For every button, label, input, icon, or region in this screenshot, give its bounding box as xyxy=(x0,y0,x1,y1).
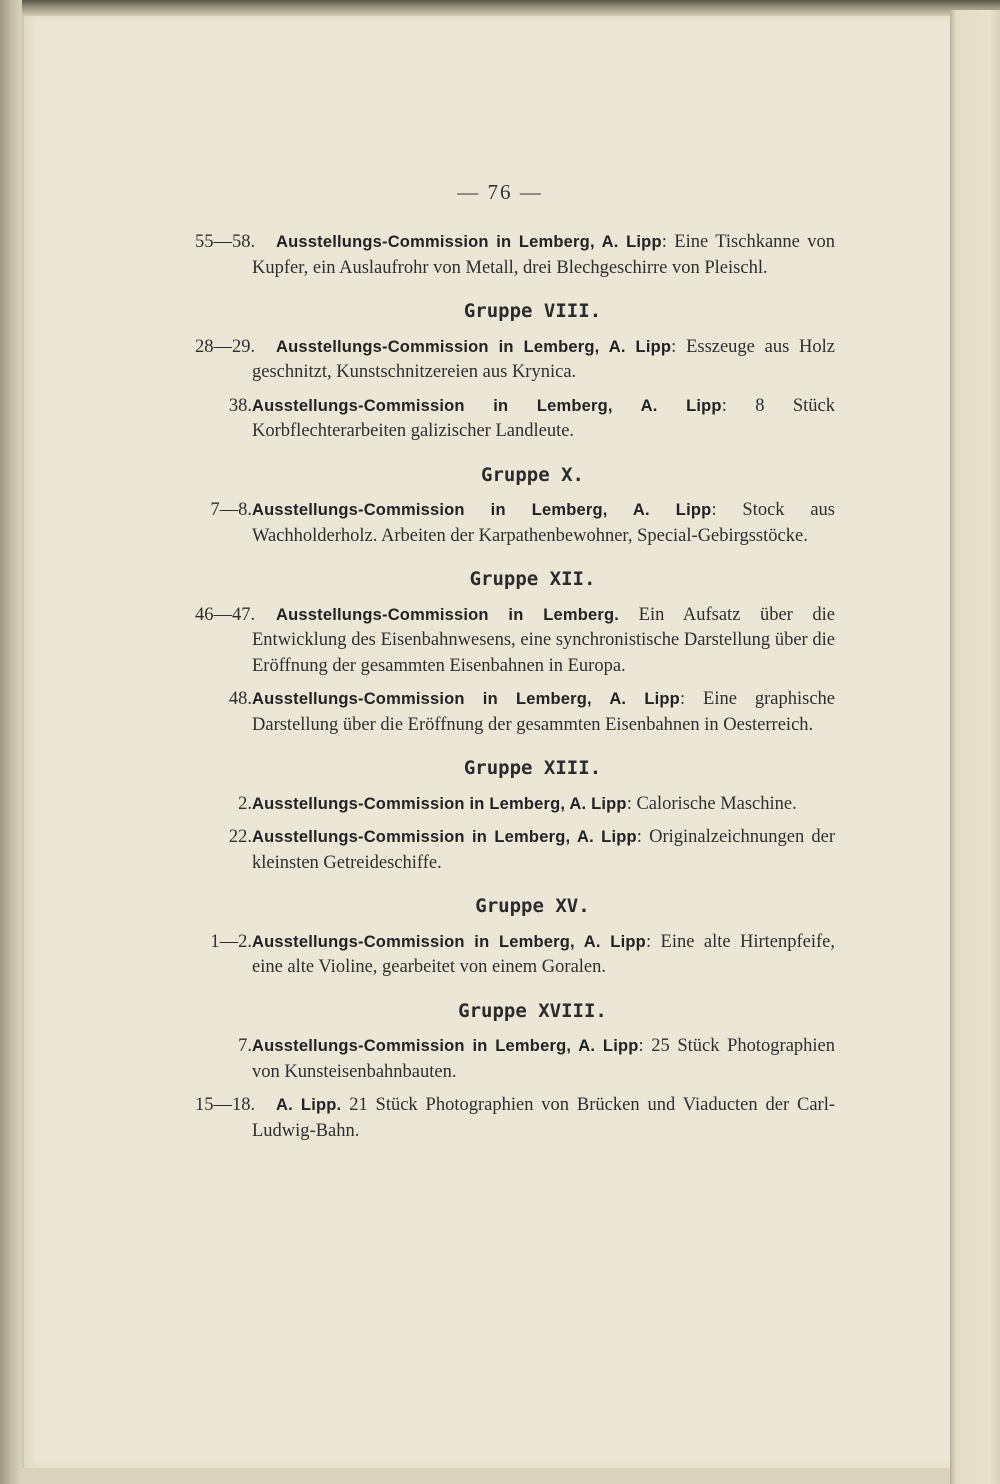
exhibitor-name: Ausstellungs-Commission in Lemberg. xyxy=(276,605,620,624)
entry-body xyxy=(252,1034,835,1085)
separator: : xyxy=(638,1036,644,1056)
entry-number: 1—2. xyxy=(210,931,252,952)
exhibit-description: Eine graphische Darstellung über die Eröffnung der gesammten Eisenbahnen in Oesterreich. xyxy=(252,689,835,735)
group-heading: Gruppe VIII. xyxy=(463,300,602,322)
exhibitor-name: Ausstellungs-Commission in Lemberg, A. Lipp xyxy=(276,233,662,251)
catalogue-entry xyxy=(195,825,835,876)
separator: : xyxy=(626,793,632,814)
exhibit-description: 25 Stück Photographien von Kunsteisenbahnbauten. xyxy=(252,1036,836,1082)
catalogue-body xyxy=(195,230,835,1152)
exhibit-description: Originalzeichnungen der kleinsten Getreideschiffe. xyxy=(252,827,836,873)
catalogue-entry xyxy=(195,603,835,680)
exhibit-description: 21 Stück Photographien von Brücken und Viaducten der Carl-Ludwig-Bahn. xyxy=(252,1095,835,1141)
entry-number: 22. xyxy=(228,827,252,847)
group-heading: Gruppe XIII. xyxy=(463,757,602,779)
separator: : xyxy=(711,500,717,520)
exhibit-description: Eine alte Hirtenpfeife, eine alte Violine, gearbeitet von einem Goralen. xyxy=(252,931,836,977)
catalogue-entry xyxy=(195,792,835,818)
exhibitor-name: Ausstellungs-Commission in Lemberg, A. Lipp xyxy=(252,1037,639,1055)
exhibit-description: Eine Tischkanne von Kupfer, ein Auslaufrohr von Metall, drei Blechgeschirre von Pleischl. xyxy=(252,232,835,278)
catalogue-entry xyxy=(195,930,835,981)
separator: : xyxy=(645,931,652,952)
top-edge xyxy=(0,0,1000,16)
exhibit-description: Calorische Maschine. xyxy=(636,793,797,814)
entry-number: 7—8. xyxy=(210,500,252,520)
catalogue-entry xyxy=(195,335,835,386)
group-heading: Gruppe XV. xyxy=(475,895,590,917)
entry-body xyxy=(252,930,835,981)
group-heading: Gruppe XII. xyxy=(469,568,596,590)
facing-page-edge xyxy=(950,10,1000,1484)
entry-body xyxy=(252,230,835,281)
entry-body xyxy=(252,1093,835,1144)
entry-body xyxy=(252,792,835,818)
entry-body xyxy=(252,825,835,876)
page-number: — 76 — xyxy=(457,180,543,204)
entry-number: 7. xyxy=(238,1036,252,1056)
entry-body xyxy=(252,394,835,445)
exhibitor-name: Ausstellungs-Commission in Lemberg, A. Lipp xyxy=(252,932,646,951)
exhibit-description: Ein Aufsatz über die Entwicklung des Eisenbahnwesens, eine synchronistische Darstellung über die Eröffnung der gesammten Eisenbahnen in Europa. xyxy=(252,604,835,676)
exhibit-description: Esszeuge aus Holz geschnitzt, Kunstschnitzereien aus Krynica. xyxy=(252,336,836,382)
entry-number: 15—18. xyxy=(195,1095,256,1115)
separator: : xyxy=(721,395,727,416)
exhibitor-name: Ausstellungs-Commission in Lemberg, A. Lipp xyxy=(252,828,637,846)
entry-number: 38. xyxy=(228,395,252,416)
catalogue-entry xyxy=(195,1034,835,1085)
entry-body xyxy=(252,603,835,680)
exhibitor-name: Ausstellungs-Commission in Lemberg, A. Lipp xyxy=(252,794,627,813)
entry-number: 48. xyxy=(228,689,252,709)
entry-number: 2. xyxy=(238,793,252,814)
entry-body xyxy=(252,687,835,738)
exhibitor-name: A. Lipp. xyxy=(276,1096,342,1114)
exhibitor-name: Ausstellungs-Commission in Lemberg, A. Lipp xyxy=(252,690,680,708)
separator: : xyxy=(636,827,642,847)
entry-number: 46—47. xyxy=(195,604,256,625)
exhibitor-name: Ausstellungs-Commission in Lemberg, A. Lipp xyxy=(252,396,722,415)
entry-body xyxy=(252,335,835,386)
entry-body xyxy=(252,498,835,549)
separator: : xyxy=(671,336,677,357)
group-heading: Gruppe XVIII. xyxy=(458,999,607,1022)
exhibitor-name: Ausstellungs-Commission in Lemberg, A. Lipp xyxy=(252,501,712,519)
catalogue-entry xyxy=(195,230,835,281)
exhibitor-name: Ausstellungs-Commission in Lemberg, A. Lipp xyxy=(276,337,672,356)
separator: : xyxy=(679,689,686,709)
exhibit-description: Stock aus Wachholderholz. Arbeiten der Karpathenbewohner, Special-Gebirgsstöcke. xyxy=(252,500,836,546)
separator: : xyxy=(661,232,667,252)
group-heading: Gruppe X. xyxy=(481,463,584,486)
catalogue-entry xyxy=(195,687,835,738)
catalogue-entry xyxy=(195,498,835,549)
exhibit-description: 8 Stück Korbflechterarbeiten galizischer Landleute. xyxy=(252,395,836,441)
catalogue-entry xyxy=(195,1093,835,1144)
binding-edge xyxy=(0,0,22,1484)
entry-number: 55—58. xyxy=(195,232,256,252)
catalogue-entry xyxy=(195,394,835,445)
entry-number: 28—29. xyxy=(195,336,256,357)
